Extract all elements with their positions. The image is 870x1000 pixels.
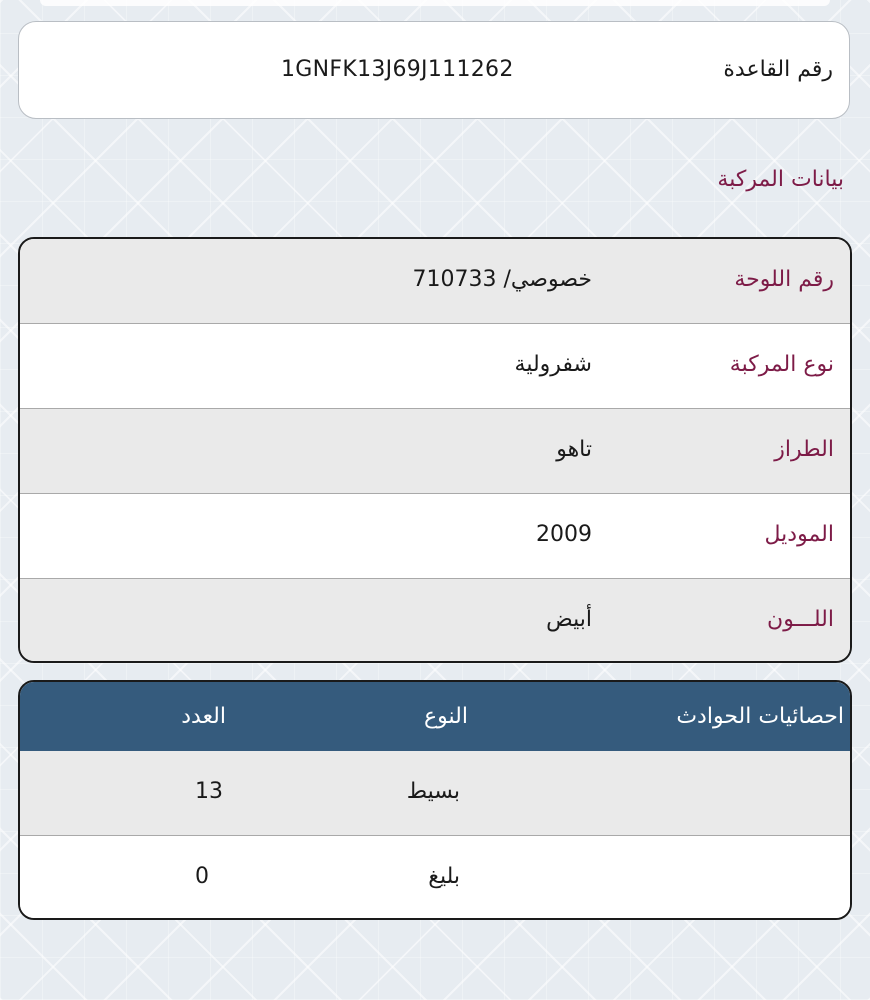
vehicle-make-label: الطراز bbox=[774, 437, 834, 462]
vehicle-make-row bbox=[20, 409, 850, 494]
chassis-number-value: 1GNFK13J69J111262 bbox=[281, 57, 514, 82]
vehicle-type-label: نوع المركبة bbox=[729, 352, 834, 377]
accident-count-severe: 0 bbox=[195, 864, 209, 889]
vehicle-data-title: بيانات المركبة bbox=[717, 167, 844, 192]
vehicle-model-value: 2009 bbox=[536, 522, 592, 547]
vehicle-model-row bbox=[20, 494, 850, 579]
accident-stats-table bbox=[18, 680, 852, 920]
vehicle-type-row bbox=[20, 324, 850, 409]
vehicle-data-table bbox=[18, 237, 852, 663]
plate-number-label: رقم اللوحة bbox=[734, 267, 834, 292]
plate-number-row bbox=[20, 239, 850, 324]
accident-count-column-header: العدد bbox=[181, 704, 226, 729]
accident-stats-header bbox=[20, 682, 850, 751]
vehicle-make-value: تاهو bbox=[556, 437, 592, 462]
vehicle-color-value: أبيض bbox=[546, 607, 592, 632]
vehicle-color-label: اللـــون bbox=[767, 607, 834, 632]
accident-count-minor: 13 bbox=[195, 779, 223, 804]
top-strip bbox=[40, 0, 830, 6]
accident-stats-title: احصائيات الحوادث bbox=[676, 704, 844, 729]
accident-type-minor: بسيط bbox=[406, 779, 460, 804]
accident-type-column-header: النوع bbox=[424, 704, 468, 729]
vehicle-model-label: الموديل bbox=[764, 522, 834, 547]
table-row bbox=[20, 836, 850, 920]
plate-number-value: خصوصي/ 710733 bbox=[412, 267, 592, 292]
vehicle-color-row bbox=[20, 579, 850, 663]
table-row bbox=[20, 751, 850, 836]
chassis-number-card bbox=[18, 21, 850, 119]
accident-type-severe: بليغ bbox=[428, 864, 460, 889]
chassis-number-label: رقم القاعدة bbox=[723, 57, 833, 82]
vehicle-type-value: شفرولية bbox=[514, 352, 592, 377]
